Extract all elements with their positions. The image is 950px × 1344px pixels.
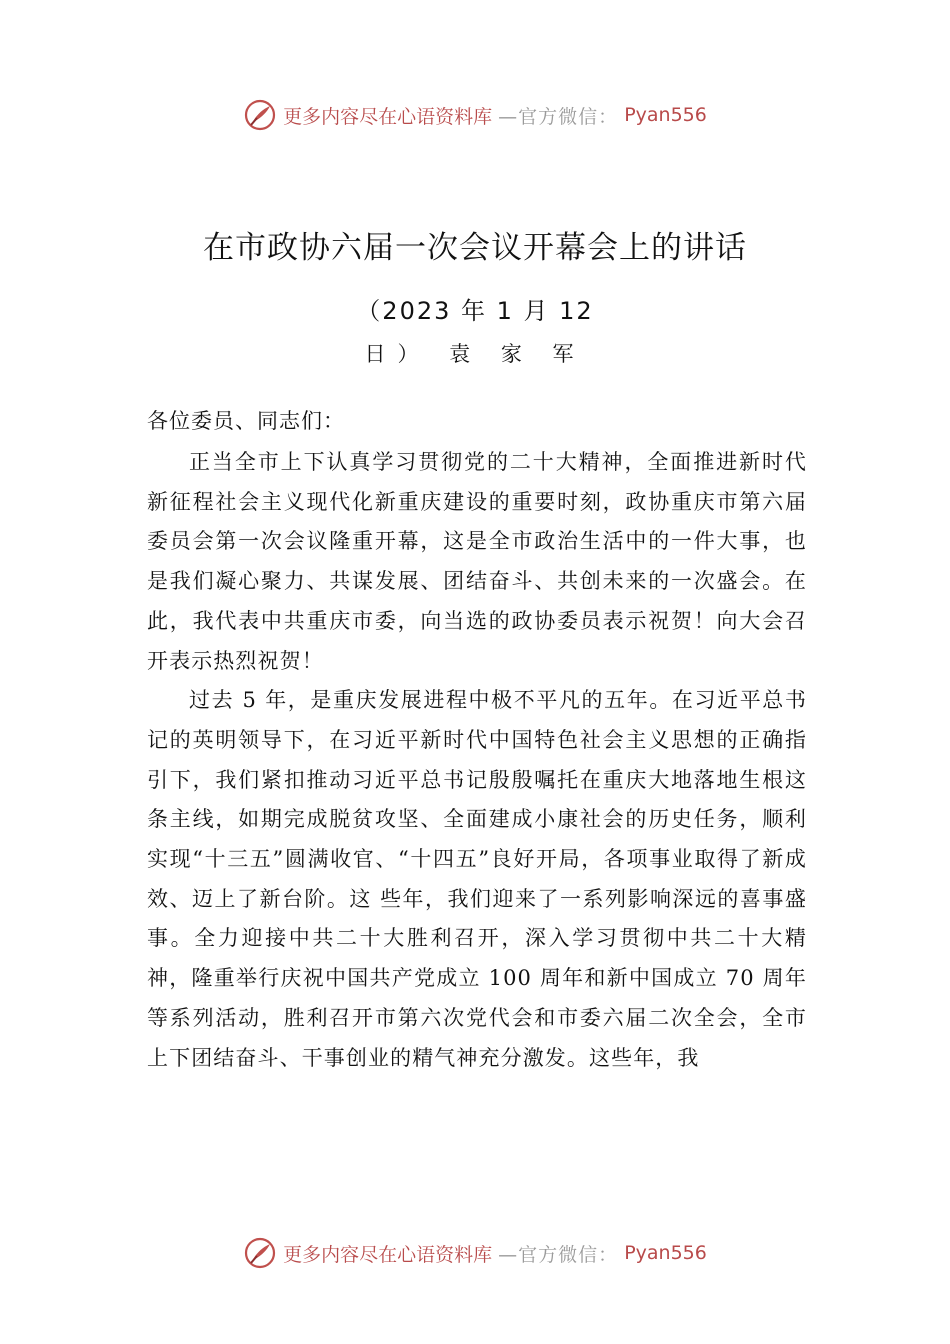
watermark-tail-text: —官方微信：: [498, 1243, 619, 1266]
paragraph: 过去 5 年，是重庆发展进程中极不平凡的五年。在习近平总书记的英明领导下，在习近平新时代中国特色社会主义思想的正确指引下，我们紧扣推动习近平总书记殷殷嘱托在重庆大地落地生根这条主线，如期完成脱贫攻坚、全面建成小康社会的历史任务，顺利实现“十三五”圆满收官、“十四五”良好开局，各项事业取得了新成效、迈上了新台阶。这 些年，我们迎来了一系列影响深远的喜事盛事。全力迎接中共二十大胜利召开，深入学习贯彻中共二十大精神，隆重举行庆祝中国共产党成立 100 周年和新中国成立 70 周年等系列活动，胜利召开市第六次党代会和市委六届二次全会，全市上下团结奋斗、干事创业的精气神充分激发。这些年，我: [147, 688, 807, 1070]
watermark-wechat-id: Pyan556: [624, 1242, 707, 1264]
watermark-main-text: 更多内容尽在心语资料库: [283, 105, 493, 128]
paragraph: 正当全市上下认真学习贯彻党的二十大精神，全面推进新时代新征程社会主义现代化新重庆建设的重要时刻，政协重庆市第六届委员会第一次会议隆重开幕，这是全市政治生活中的一件大事，也是我们凝心聚力、共谋发展、团结奋斗、共创未来的一次盛会。在此，我代表中共重庆市委，向当选的政协委员表示祝贺！向大会召开表示热烈祝贺！: [147, 450, 807, 673]
salutation: 各位委员、同志们：: [147, 409, 345, 433]
feather-pen-logo-icon: [243, 98, 277, 132]
footer-watermark: [0, 1233, 950, 1273]
document-title: 在市政协六届一次会议开幕会上的讲话: [203, 230, 747, 266]
document-body: [147, 443, 807, 1078]
author-line: 日） 袁 家 军: [364, 342, 586, 366]
watermark-wechat-id: Pyan556: [624, 104, 707, 126]
date-line: （2023 年 1 月 12: [356, 297, 594, 325]
watermark-tail-text: —官方微信：: [498, 105, 619, 128]
feather-pen-logo-icon: [243, 1236, 277, 1270]
header-watermark: [0, 95, 950, 135]
watermark-main-text: 更多内容尽在心语资料库: [283, 1243, 493, 1266]
